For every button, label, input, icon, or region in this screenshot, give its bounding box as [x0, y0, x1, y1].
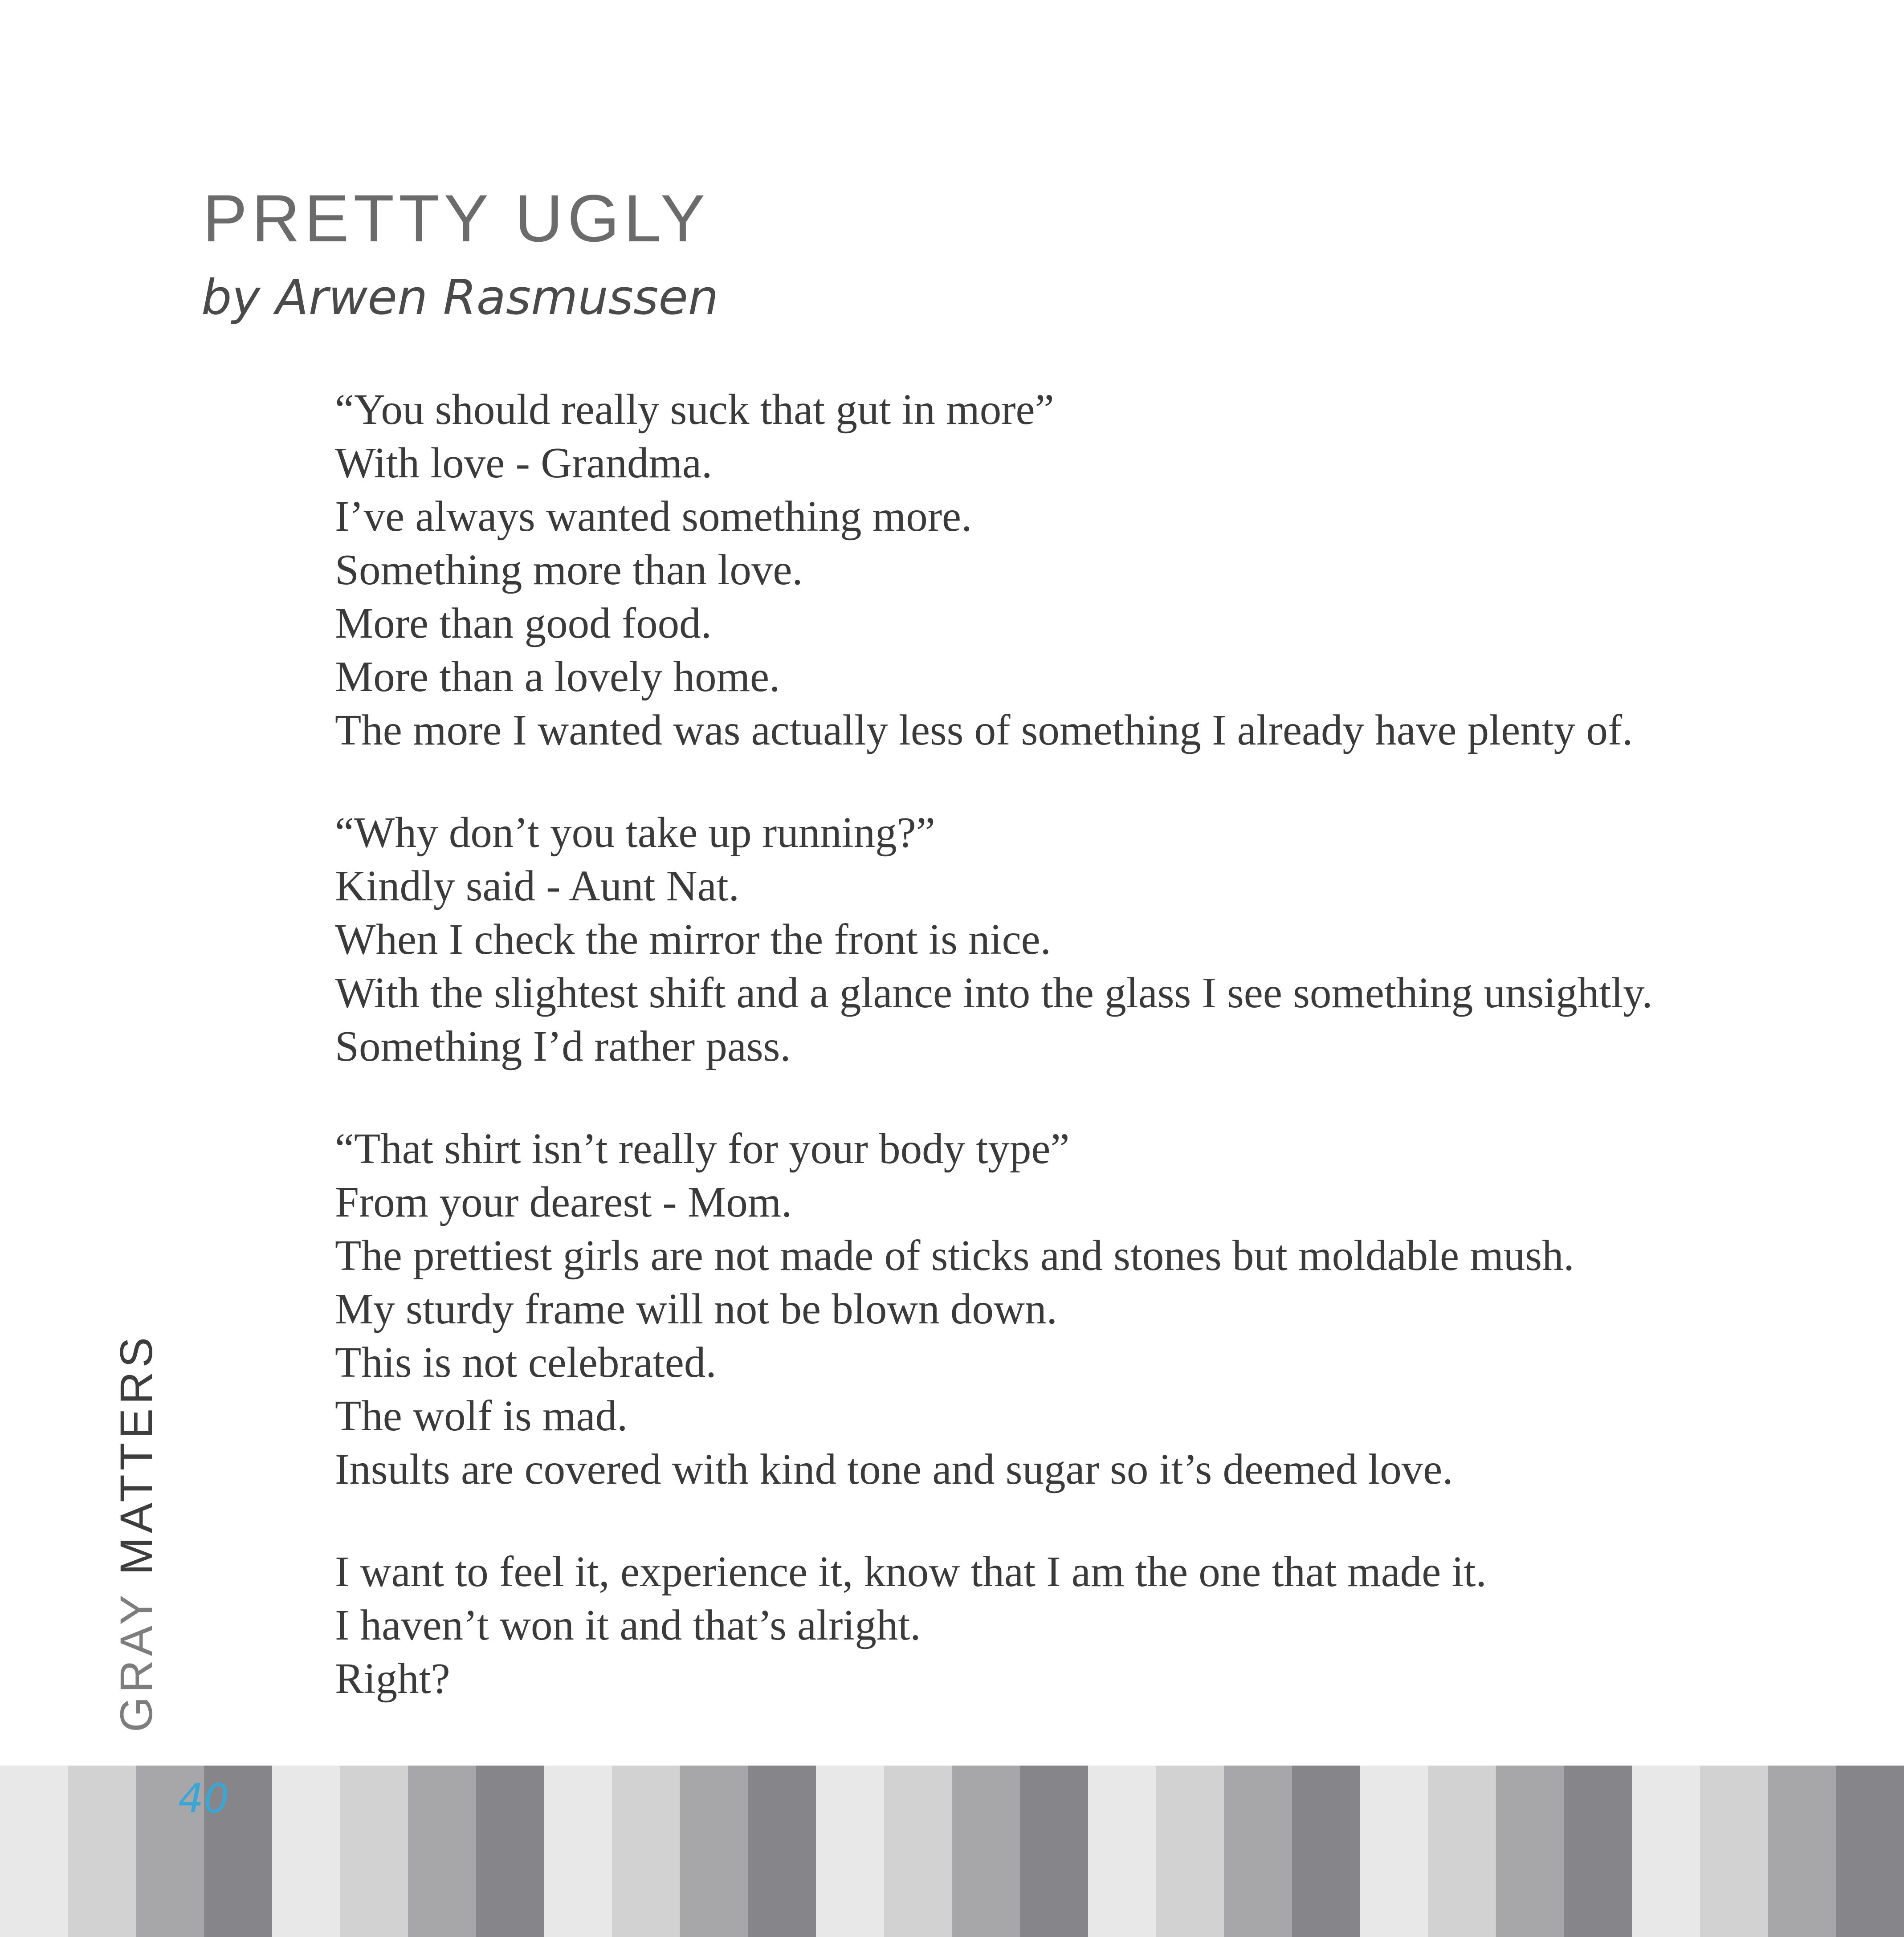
stanza-1	[335, 383, 1716, 757]
footer-stripe	[1496, 1766, 1564, 1937]
poem-line: I’ve always wanted something more.	[335, 492, 972, 540]
footer-stripe	[1292, 1766, 1360, 1937]
poem-line: With the slightest shift and a glance into the glass I see something unsightly.	[335, 969, 1653, 1017]
poem-line: I haven’t won it and that’s alright.	[335, 1601, 921, 1649]
magazine-name	[111, 1333, 162, 1732]
footer-stripe	[1020, 1766, 1088, 1937]
poem-line: More than a lovely home.	[335, 653, 780, 700]
poem-body	[335, 383, 1716, 1754]
magazine-name-gray: GRAY	[111, 1591, 162, 1732]
footer-stripe	[408, 1766, 476, 1937]
footer-stripe	[748, 1766, 816, 1937]
footer-stripe	[816, 1766, 884, 1937]
footer-stripe	[272, 1766, 340, 1937]
footer-stripe	[1224, 1766, 1292, 1937]
poem-line: My sturdy frame will not be blown down.	[335, 1285, 1057, 1333]
poem-line: “You should really suck that gut in more”	[335, 386, 1054, 433]
poem-line: I want to feel it, experience it, know that I am the one that made it.	[335, 1548, 1487, 1595]
poem-line: Something I’d rather pass.	[335, 1022, 791, 1070]
poem-line: The wolf is mad.	[335, 1392, 628, 1440]
footer-stripe	[1768, 1766, 1836, 1937]
poem-line: Right?	[335, 1655, 450, 1702]
footer-stripe	[1156, 1766, 1224, 1937]
footer-stripe	[952, 1766, 1020, 1937]
stanza-3	[335, 1122, 1716, 1496]
footer-stripe	[680, 1766, 748, 1937]
stanza-4	[335, 1545, 1716, 1705]
footer-stripe	[544, 1766, 612, 1937]
poem-line: When I check the mirror the front is nice.	[335, 916, 1051, 963]
footer-stripe	[1836, 1766, 1904, 1937]
footer-stripe	[612, 1766, 680, 1937]
poem-line: With love - Grandma.	[335, 439, 713, 487]
stanza-2	[335, 806, 1716, 1073]
footer-stripe	[1360, 1766, 1428, 1937]
poem-line: From your dearest - Mom.	[335, 1178, 792, 1226]
poem-line: Kindly said - Aunt Nat.	[335, 862, 739, 910]
footer-stripe	[340, 1766, 408, 1937]
page-number: 40	[178, 1775, 229, 1822]
footer-stripe	[884, 1766, 952, 1937]
poem-line: More than good food.	[335, 599, 712, 647]
footer-stripe	[1632, 1766, 1700, 1937]
poem-line: Insults are covered with kind tone and sugar so it’s deemed love.	[335, 1445, 1453, 1493]
footer-stripe	[1428, 1766, 1496, 1937]
footer-stripe-band	[0, 1766, 1904, 1937]
poem-line: Something more than love.	[335, 546, 803, 594]
footer-stripe	[1088, 1766, 1156, 1937]
poem-title: PRETTY UGLY	[203, 181, 710, 256]
poem-line: The prettiest girls are not made of sticks and stones but moldable mush.	[335, 1232, 1574, 1279]
poem-line: “Why don’t you take up running?”	[335, 809, 935, 856]
footer-stripe	[0, 1766, 68, 1937]
magazine-name-matters: MATTERS	[111, 1333, 162, 1575]
poem-line: This is not celebrated.	[335, 1339, 717, 1386]
footer-stripe	[476, 1766, 544, 1937]
poem-line: “That shirt isn’t really for your body type”	[335, 1125, 1070, 1172]
poem-byline: by Arwen Rasmussen	[201, 270, 719, 326]
footer-stripe	[68, 1766, 136, 1937]
footer-stripe	[1700, 1766, 1768, 1937]
footer-stripe	[1564, 1766, 1632, 1937]
poem-line: The more I wanted was actually less of something I already have plenty of.	[335, 706, 1633, 754]
